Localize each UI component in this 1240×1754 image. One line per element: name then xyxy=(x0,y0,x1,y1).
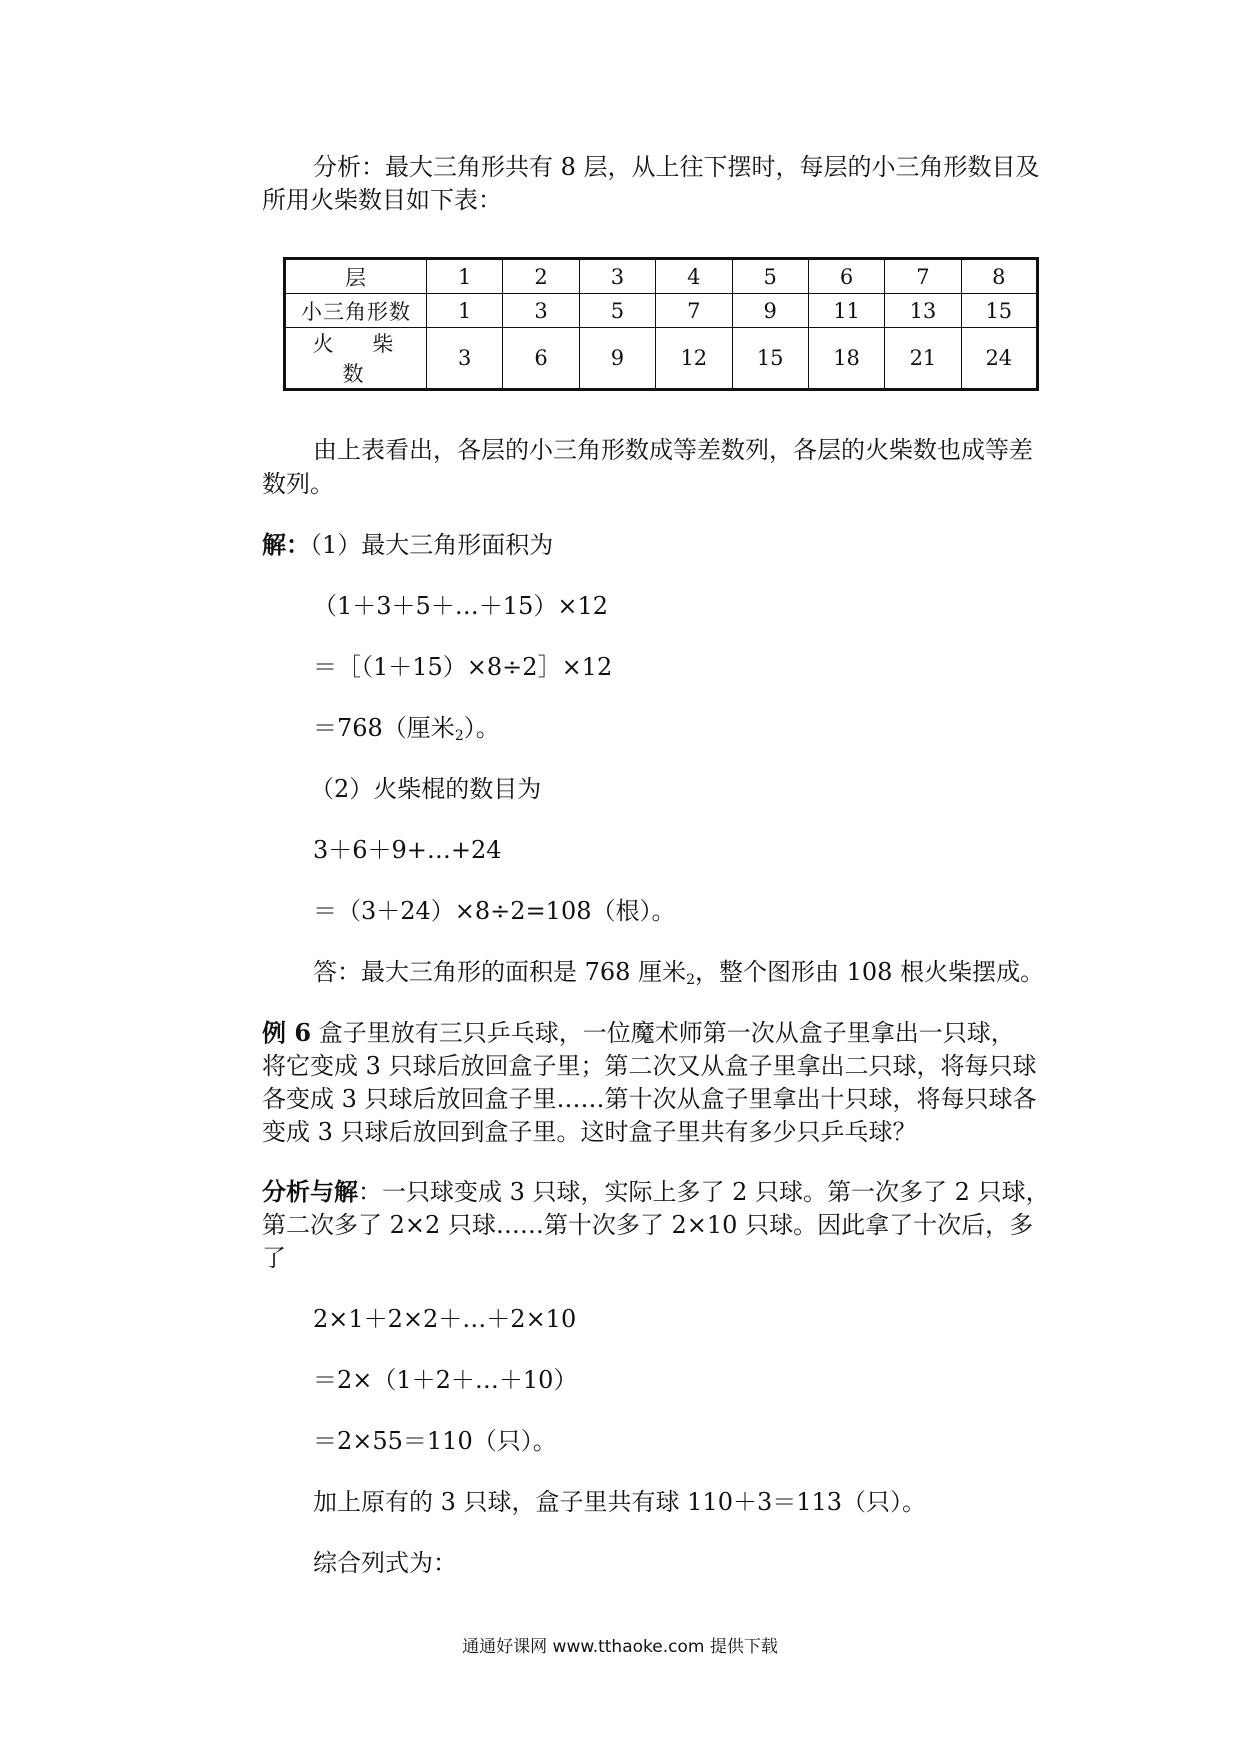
analysis2-label: 分析与解 xyxy=(262,1177,358,1206)
example6-line-4: 变成 3 只球后放回到盒子里。这时盒子里共有多少只乒乓球？ xyxy=(262,1118,917,1146)
answer-text: 答：最大三角形的面积是 768 厘米 xyxy=(313,958,687,986)
analysis2-text: ：一只球变成 3 只球，实际上多了 2 只球。第一次多了 2 只球， xyxy=(358,1178,1050,1206)
table-cell: 9 xyxy=(732,294,808,328)
table-row-matches xyxy=(285,328,1038,390)
table-cell: 6 xyxy=(808,259,884,294)
table-header-layer: 层 xyxy=(285,259,427,294)
table-cell: 18 xyxy=(808,328,884,390)
equation-4: 3＋6＋9+…+24 xyxy=(313,836,502,864)
answer-end: ，整个图形由 108 根火柴摆成。 xyxy=(695,958,1045,986)
analysis2-line-1 xyxy=(262,1175,1050,1209)
layer-table xyxy=(283,257,1039,391)
table-cell: 7 xyxy=(885,259,961,294)
equation-3 xyxy=(313,711,500,753)
solution-colon: ： xyxy=(286,530,310,559)
page-footer: 通通好课网 www.tthaoke.com 提供下载 xyxy=(462,1637,778,1657)
table-header-matches: 火 柴 数 xyxy=(285,328,427,390)
analysis2-equation-2: ＝2×（1＋2＋…＋10） xyxy=(313,1366,578,1394)
equation-5: ＝（3＋24）×8÷2=108（根）。 xyxy=(313,897,676,925)
superscript-unit: 2 xyxy=(454,728,464,744)
table-cell: 9 xyxy=(579,328,655,390)
superscript-unit: 2 xyxy=(686,972,695,988)
table-cell: 2 xyxy=(503,259,579,294)
table-cell: 5 xyxy=(579,294,655,328)
solution-part1-title xyxy=(262,528,553,562)
example6-line-1 xyxy=(262,1016,1015,1050)
observation-line-2: 数列。 xyxy=(262,470,334,498)
table-cell: 6 xyxy=(503,328,579,390)
table-cell: 8 xyxy=(961,259,1037,294)
analysis2-equation-3: ＝2×55＝110（只）。 xyxy=(313,1427,557,1455)
example6-label: 例 6 xyxy=(262,1018,312,1047)
analysis2-equation-1: 2×1＋2×2＋…＋2×10 xyxy=(313,1305,577,1333)
table-cell: 1 xyxy=(427,294,503,328)
observation-line-1: 由上表看出，各层的小三角形数成等差数列，各层的火柴数也成等差 xyxy=(313,436,1033,464)
table-header-triangles: 小三角形数 xyxy=(285,294,427,328)
example6-line-3: 各变成 3 只球后放回盒子里……第十次从盒子里拿出十只球，将每只球各 xyxy=(262,1085,1037,1113)
equation-3-text: ＝768（厘米 xyxy=(313,714,455,742)
table-cell: 5 xyxy=(732,259,808,294)
analysis2-line-3: 了 xyxy=(262,1244,286,1272)
solution-label: 解 xyxy=(262,530,286,559)
table-cell: 4 xyxy=(656,259,732,294)
table-cell: 15 xyxy=(961,294,1037,328)
table-cell: 11 xyxy=(808,294,884,328)
table-row-layers xyxy=(285,259,1038,294)
analysis2-combined: 综合列式为： xyxy=(313,1549,457,1577)
analysis-line-2: 所用火柴数目如下表： xyxy=(262,186,502,214)
table-row-triangles xyxy=(285,294,1038,328)
example6-line-2: 将它变成 3 只球后放回盒子里；第二次又从盒子里拿出二只球，将每只球 xyxy=(262,1052,1037,1080)
table-cell: 3 xyxy=(503,294,579,328)
table-cell: 13 xyxy=(885,294,961,328)
equation-1: （1＋3＋5＋…＋15）×12 xyxy=(313,592,608,620)
table-cell: 21 xyxy=(885,328,961,390)
equation-3-end: ）。 xyxy=(463,714,500,742)
table-cell: 3 xyxy=(579,259,655,294)
solution-part2-title: （2）火柴棍的数目为 xyxy=(310,775,542,803)
table-cell: 7 xyxy=(656,294,732,328)
answer-line xyxy=(313,955,1044,997)
equation-2: ＝［（1＋15）×8÷2］×12 xyxy=(313,653,613,681)
example6-text: 盒子里放有三只乒乓球，一位魔术师第一次从盒子里拿出一只球， xyxy=(311,1019,1015,1047)
analysis-line-1: 分析：最大三角形共有 8 层，从上往下摆时，每层的小三角形数目及 xyxy=(313,153,1040,181)
analysis2-line-2: 第二次多了 2×2 只球……第十次多了 2×10 只球。因此拿了十次后，多 xyxy=(262,1211,1034,1239)
analysis2-total: 加上原有的 3 只球，盒子里共有球 110＋3＝113（只）。 xyxy=(313,1488,927,1516)
table-cell: 1 xyxy=(427,259,503,294)
table-cell: 3 xyxy=(427,328,503,390)
solution-part1-text: （1）最大三角形面积为 xyxy=(310,531,554,559)
table-cell: 12 xyxy=(656,328,732,390)
table-cell: 15 xyxy=(732,328,808,390)
table-cell: 24 xyxy=(961,328,1037,390)
